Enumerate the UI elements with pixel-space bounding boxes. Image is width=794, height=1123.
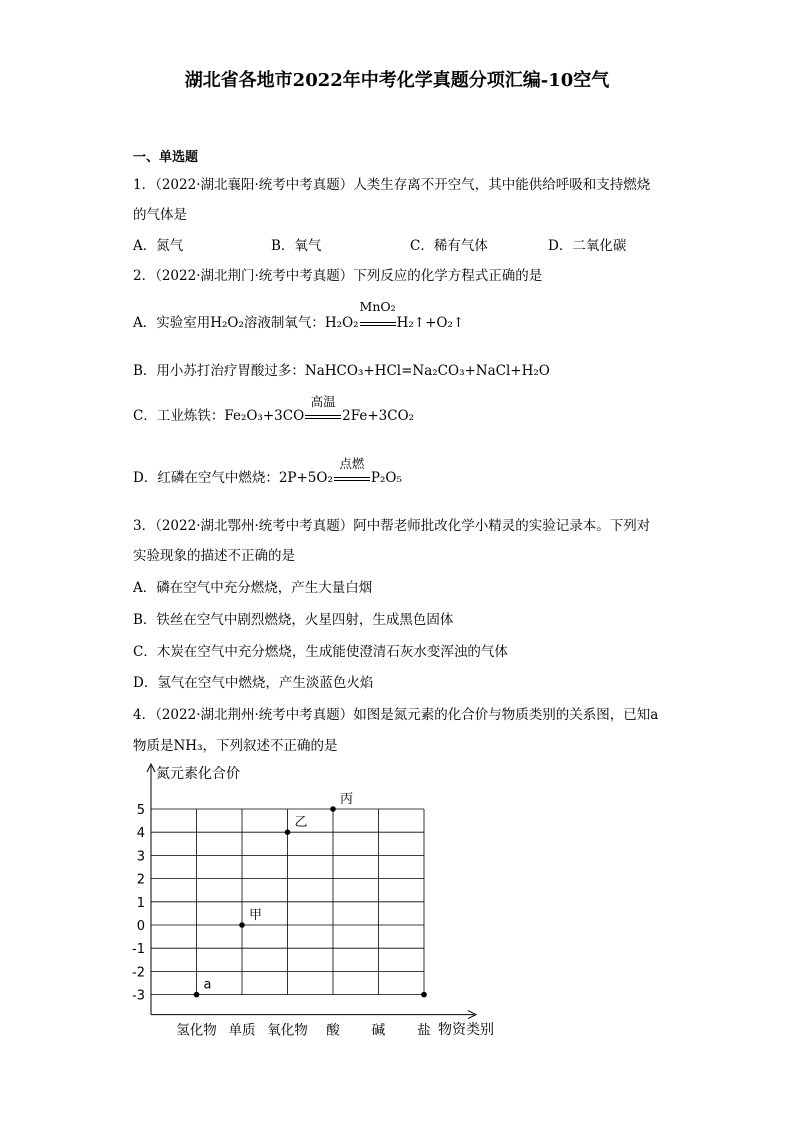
equals-bar (360, 322, 396, 326)
point-label: a (203, 977, 212, 993)
q1-option-a: A．氮气 (133, 238, 184, 254)
y-tick-label: 5 (136, 803, 145, 818)
q2-d-suffix: P₂O₅ (370, 470, 402, 486)
condition-label: 高温 (310, 394, 336, 409)
valence-chart (118, 760, 518, 1045)
chart-ticks (132, 803, 145, 1004)
y-tick-label: 0 (136, 919, 145, 934)
chart-categories (176, 1022, 431, 1039)
point-label: 丙 (340, 792, 354, 807)
condition-label: 点燃 (339, 456, 365, 471)
y-tick-label: 3 (136, 849, 145, 865)
category-label: 氢化物 (176, 1022, 217, 1039)
q2-d-prefix: D．红磷在空气中燃烧：2P+5O₂ (133, 470, 333, 486)
data-point (194, 992, 200, 998)
data-point (330, 806, 336, 812)
y-tick-label: -3 (132, 988, 145, 1004)
q3-option-a: A．磷在空气中充分燃烧，产生大量白烟 (133, 580, 373, 596)
category-label: 氧化物 (267, 1022, 308, 1039)
q2-option-d (133, 456, 402, 486)
q3-stem-line2: 实验现象的描述不正确的是 (133, 548, 295, 564)
q1-option-d: D．二氧化碳 (548, 238, 627, 254)
q1-stem-line1: 1．（2022·湖北襄阳·统考中考真题）人类生存离不开空气，其中能供给呼吸和支持燃烧 (133, 177, 651, 193)
equals-bar (305, 415, 341, 419)
q1-stem-line2: 的气体是 (133, 207, 187, 223)
data-point (421, 992, 427, 998)
y-tick-label: 2 (136, 872, 145, 888)
reaction-condition-mark (304, 394, 342, 424)
x-axis-label: 物资类别 (438, 1022, 494, 1038)
y-axis-label: 氮元素化合价 (156, 766, 240, 782)
q2-a-suffix: H₂↑+O₂↑ (396, 315, 465, 331)
category-label: 单质 (228, 1022, 256, 1039)
equals-bar (334, 477, 370, 481)
q4-stem-line1: 4．（2022·湖北荆州·统考中考真题）如图是氮元素的化合价与物质类别的关系图，已知a (133, 707, 659, 723)
data-point (285, 829, 291, 835)
q2-option-a (133, 299, 465, 331)
q2-c-suffix: 2Fe+3CO₂ (342, 408, 415, 424)
q3-option-b: B．铁丝在空气中剧烈燃烧，火星四射，生成黑色固体 (133, 612, 454, 628)
q2-a-prefix: A．实验室用H₂O₂溶液制氧气：H₂O₂ (133, 315, 359, 331)
reaction-condition-mark (359, 299, 397, 331)
chart-points (194, 792, 427, 997)
category-label: 盐 (417, 1022, 431, 1039)
category-label: 酸 (326, 1022, 340, 1039)
q1-option-b: B．氧气 (271, 238, 322, 254)
q2-c-prefix: C．工业炼铁：Fe₂O₃+3CO (133, 408, 305, 424)
q2-stem: 2．（2022·湖北荆门·统考中考真题）下列反应的化学方程式正确的是 (133, 268, 543, 284)
y-tick-label: 1 (136, 895, 145, 911)
condition-label: MnO₂ (359, 299, 396, 314)
y-tick-label: -2 (132, 965, 145, 981)
page-title: 湖北省各地市2022年中考化学真题分项汇编-10空气 (184, 70, 610, 91)
point-label: 甲 (249, 908, 263, 923)
q3-stem-line1: 3．（2022·湖北鄂州·统考中考真题）阿中帮老师批改化学小精灵的实验记录本。下列对 (133, 518, 651, 534)
y-tick-label: 4 (136, 826, 145, 842)
section-heading: 一、单选题 (133, 150, 199, 165)
q2-option-c (133, 394, 415, 424)
reaction-condition-mark (333, 456, 371, 486)
chart-grid (151, 809, 424, 995)
q1-option-c: C．稀有气体 (410, 238, 488, 254)
q4-stem-line2: 物质是NH₃，下列叙述不正确的是 (133, 738, 338, 754)
q3-option-d: D．氢气在空气中燃烧，产生淡蓝色火焰 (133, 675, 374, 691)
q2-option-b: B．用小苏打治疗胃酸过多：NaHCO₃+HCl=Na₂CO₃+NaCl+H₂O (133, 363, 550, 379)
data-point (239, 922, 245, 928)
y-tick-label: -1 (132, 942, 145, 958)
category-label: 碱 (371, 1022, 386, 1039)
point-label: 乙 (294, 815, 308, 831)
q3-option-c: C．木炭在空气中充分燃烧，生成能使澄清石灰水变浑浊的气体 (133, 644, 508, 660)
